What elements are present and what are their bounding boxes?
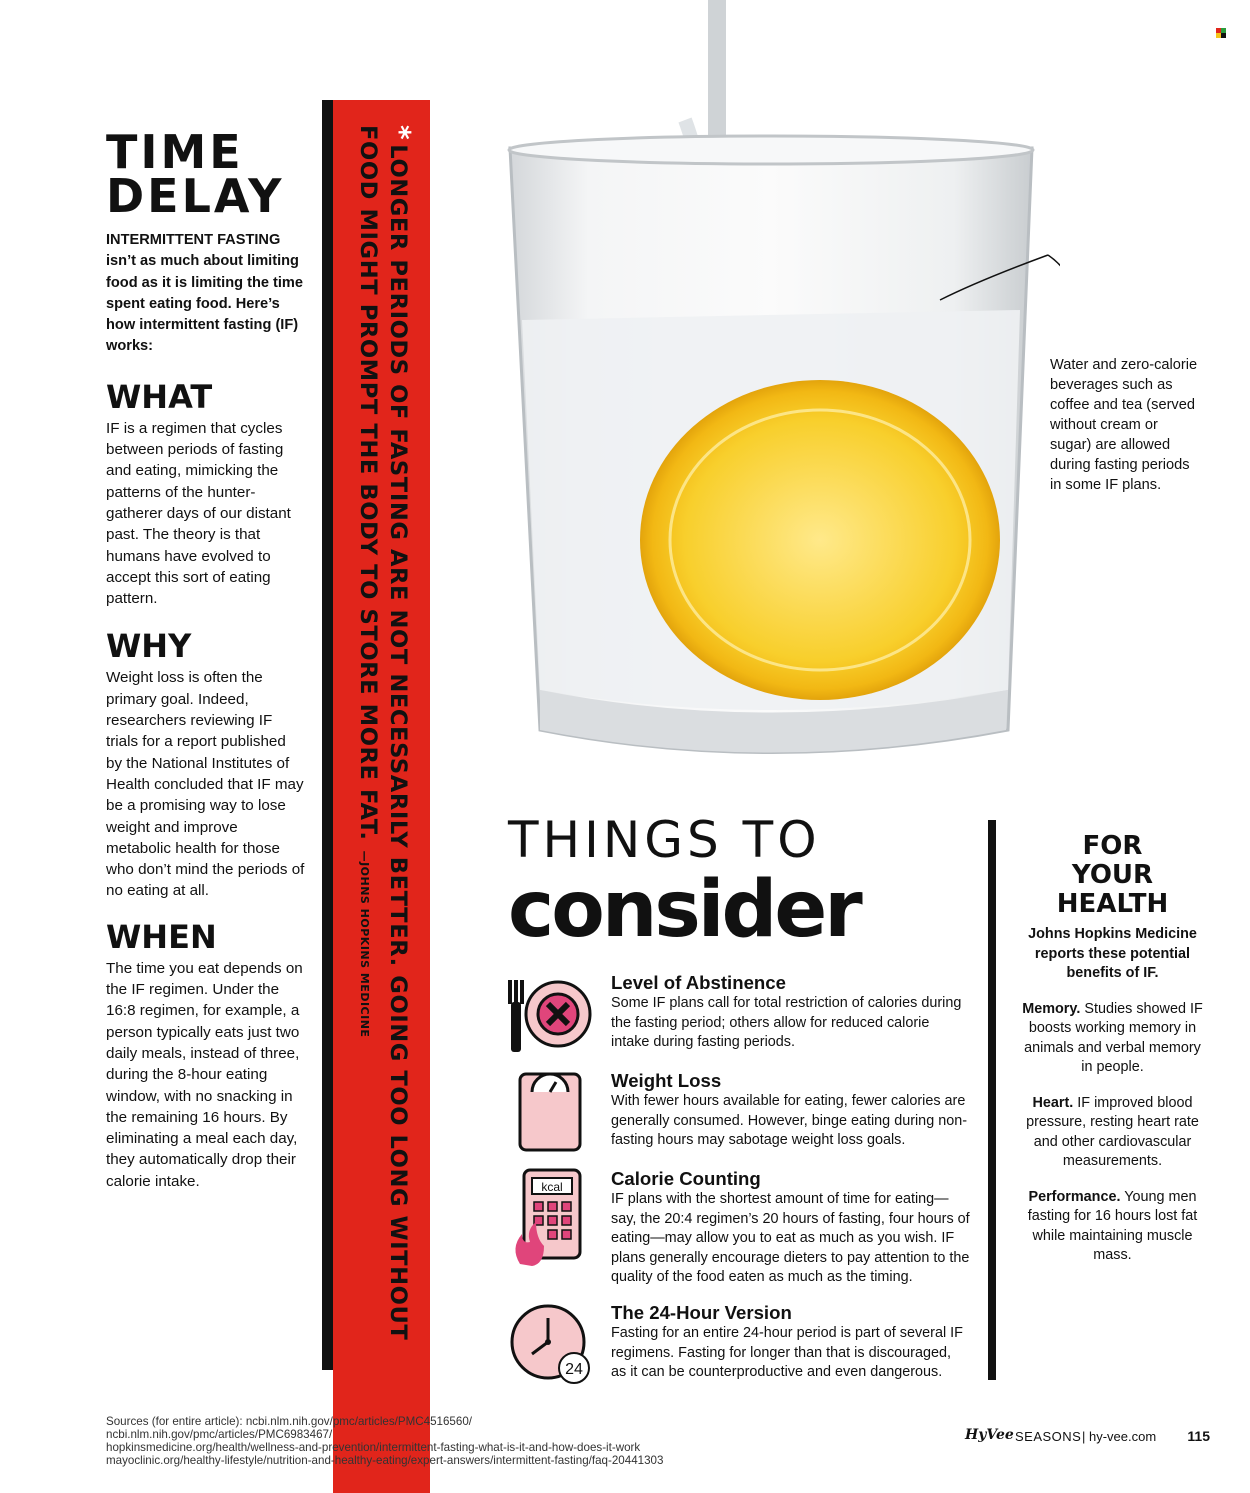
things-header [508, 811, 860, 955]
health-divider [988, 820, 996, 1380]
page-footer [965, 1428, 1210, 1448]
pull-quote [355, 125, 415, 1355]
lemon-slice [640, 380, 1000, 700]
why-heading: WHY [106, 627, 192, 666]
item-body: With fewer hours available for eating, fewer calories are generally consumed. However, binge eating during non-fasting hours may sabotage weight loss goals. [611, 1093, 967, 1148]
why-body: Weight loss is often the primary goal. Indeed, researchers reviewing IF trials for a report published by the National Institutes of Health concluded that IF may be a promising way to lose weight and improve metabolic health for those who don’t mind the periods of no eating at all. [106, 669, 305, 900]
benefit-text: Young men fasting for 16 hours lost fat while maintaining muscle mass. [1027, 1188, 1198, 1263]
page-number: 115 [1187, 1428, 1210, 1444]
item-title: Level of Abstinence [611, 972, 786, 993]
title-line-1: TIME [106, 125, 244, 179]
health-sidebar [1020, 832, 1205, 1282]
item-title: Weight Loss [611, 1070, 722, 1091]
benefit-text: Studies showed IF boosts working memory in animals and verbal memory in people. [1024, 1000, 1203, 1075]
source-line: Sources (for entire article): ncbi.nlm.nih.gov/pmc/articles/PMC4516560/ [106, 1415, 473, 1428]
source-line: mayoclinic.org/healthy-lifestyle/nutrition-and-healthy-eating/expert-answers/intermittent-fasting/faq-20441303 [106, 1454, 664, 1467]
sources [106, 1415, 866, 1467]
hyvee-logo: HyVee [965, 1427, 1014, 1443]
benefit-text: IF improved blood pressure, resting heart rate and other cardiovascular measurements. [1026, 1094, 1199, 1169]
clock-24-label: 24 [565, 1361, 583, 1378]
pull-quote-attribution: —JOHNS HOPKINS MEDICINE [358, 850, 371, 1038]
what-heading: WHAT [106, 377, 213, 416]
water-glass-illustration [500, 0, 1060, 790]
item-title: The 24-Hour Version [611, 1302, 792, 1323]
health-intro: Johns Hopkins Medicine reports these potential benefits of IF. [1028, 926, 1197, 981]
source-line: ncbi.nlm.nih.gov/pmc/articles/PMC6983467/ [106, 1428, 333, 1441]
item-body: IF plans with the shortest amount of time for eating—say, the 20:4 regimen’s 20 hours of fasting, four hours of eating—may allow you to eat as much as you wish. IF plans generally encourage dieters to pay attention to the quality of the food eaten as much as the timing. [611, 1191, 970, 1285]
clock-24-icon [508, 1302, 592, 1386]
consider-heading: consider [508, 865, 860, 955]
item-body: Fasting for an entire 24-hour period is part of several IF regimens. Fasting for longer than that is discouraged, as it can be counterproductive and even dangerous. [611, 1325, 963, 1380]
benefit-label: Memory. [1022, 1000, 1081, 1017]
calculator-icon [508, 1168, 592, 1268]
item-title: Calorie Counting [611, 1168, 761, 1189]
left-column [106, 125, 306, 1192]
consider-item-weight-loss [500, 1070, 970, 1151]
scale-icon [508, 1070, 592, 1154]
consider-item-24-hour [500, 1302, 970, 1383]
benefit-performance [1020, 1188, 1205, 1266]
site-url: | hy-vee.com [1082, 1429, 1157, 1444]
magazine-name: SEASONS [1015, 1429, 1082, 1444]
black-accent-strip [322, 100, 333, 1370]
health-title-2: YOUR [1071, 860, 1154, 890]
plate-x-icon [508, 972, 592, 1056]
health-title-1: FOR [1082, 831, 1143, 861]
benefit-heart [1020, 1094, 1205, 1172]
when-body: The time you eat depends on the IF regimen. Under the 16:8 regimen, for example, a person typically eats just two daily meals, instead of three, during the 8-hour eating window, with no snacking in the remaining 16 hours. By eliminating a meal each day, they automatically drop their calorie intake. [106, 959, 303, 1190]
registration-mark-icon [1216, 28, 1226, 38]
things-to-heading: THINGS TO [508, 811, 821, 869]
consider-item-calorie-counting [500, 1168, 970, 1288]
pull-quote-text: LONGER PERIODS OF FASTING ARE NOT NECESSARILY BETTER. GOING TOO LONG WITHOUT FOOD MIGHT PROMPT THE BODY TO STORE MORE FAT. [355, 125, 411, 1341]
when-heading: WHEN [106, 917, 217, 956]
glass-caption: Water and zero-calorie beverages such as coffee and tea (served without cream or sugar) are allowed during fasting periods in some IF plans. [1050, 357, 1198, 493]
item-body: Some IF plans call for total restriction of calories during the fasting period; others allow for reduced calorie intake during fasting periods. [611, 995, 962, 1050]
intro-text: INTERMITTENT FASTING isn’t as much about limiting food as it is limiting the time spent eating food. Here’s how intermittent fasting (IF) works: [106, 232, 304, 355]
health-title-3: HEALTH [1056, 889, 1169, 919]
title-line-2: DELAY [106, 169, 285, 223]
water-stream [708, 0, 726, 140]
source-line: hopkinsmedicine.org/health/wellness-and-prevention/intermittent-fasting-what-is-it-and-how-does-it-work [106, 1441, 641, 1454]
what-body: IF is a regimen that cycles between periods of fasting and eating, mimicking the patterns of the hunter-gatherer days of our distant past. The theory is that humans have evolved to accept this sort of eating pattern. [106, 419, 291, 608]
kcal-label: kcal [541, 1180, 563, 1194]
asterisk-icon: * [384, 125, 417, 141]
consider-item-abstinence [500, 972, 970, 1053]
benefit-label: Heart. [1032, 1094, 1074, 1111]
benefit-memory [1020, 1000, 1205, 1078]
benefit-label: Performance. [1028, 1188, 1121, 1205]
